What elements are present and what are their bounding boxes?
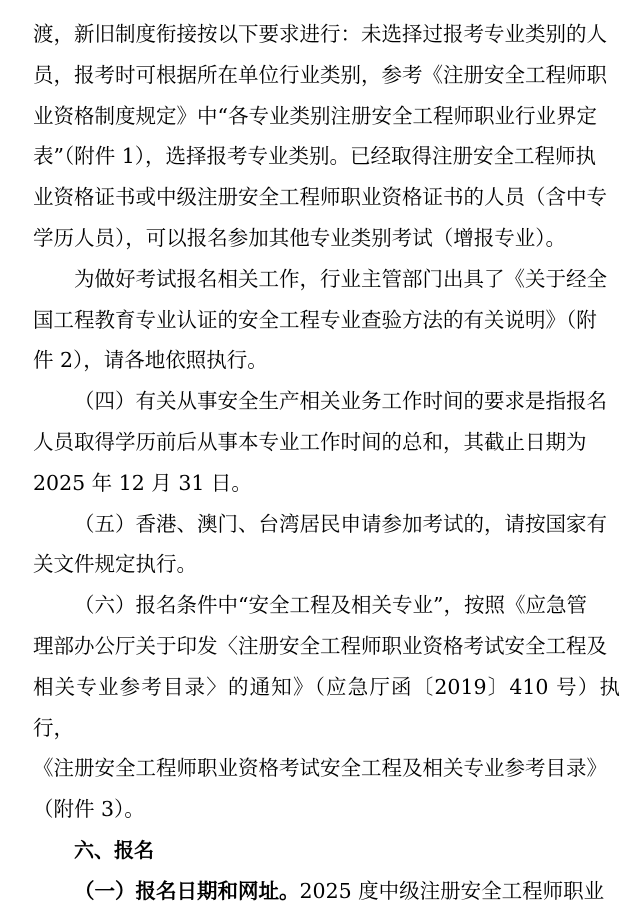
text-line: 相关专业参考目录〉的通知》（应急厅函〔2019〕410 号）执行， — [33, 674, 620, 740]
text-line — [33, 871, 620, 912]
paragraph-item-6 — [33, 585, 620, 830]
text-line: 业资格制度规定》中“各专业类别注册安全工程师职业行业界定 — [33, 103, 597, 128]
section-heading: 六、报名 — [74, 837, 154, 862]
text-line: 为做好考试报名相关工作，行业主管部门出具了《关于经全 — [74, 266, 607, 291]
paragraph-registration-dates — [33, 871, 620, 912]
text-line: 理部办公厅关于印发〈注册安全工程师职业资格考试安全工程及 — [33, 633, 607, 658]
text-line: （附件 3）。 — [33, 797, 145, 822]
text-line: （四）有关从事安全生产相关业务工作时间的要求是指报名 — [74, 389, 607, 414]
text-line: 2025 年 12 月 31 日。 — [33, 470, 252, 495]
text-line: 件 2），请各地依照执行。 — [33, 348, 268, 373]
bold-lead-text: （一）报名日期和网址。 — [74, 878, 300, 903]
text-line: 关文件规定执行。 — [33, 552, 197, 577]
text-line: （六）报名条件中“安全工程及相关专业”，按照《应急管 — [74, 593, 587, 618]
text-line: 人员取得学历前后从事本专业工作时间的总和，其截止日期为 — [33, 429, 587, 454]
text-line: 学历人员），可以报名参加其他专业类别考试（增报专业）。 — [33, 225, 566, 250]
text-line: （五）香港、澳门、台湾居民申请参加考试的，请按国家有 — [74, 511, 607, 536]
lead-continuation-text: 2025 度中级注册安全工程师职业 — [299, 878, 605, 903]
text-line: 表”（附件 1），选择报考专业类别。已经取得注册安全工程师执 — [33, 144, 597, 169]
text-line: 渡，新旧制度衔接按以下要求进行：未选择过报考专业类别的人 — [33, 22, 607, 46]
text-line: 业资格证书或中级注册安全工程师职业资格证书的人员（含中专 — [33, 185, 607, 210]
text-line: 国工程教育专业认证的安全工程专业查验方法的有关说明》（附 — [33, 307, 597, 332]
paragraph-item-4 — [33, 381, 620, 503]
paragraph-registration-work — [33, 259, 620, 381]
paragraph-item-5 — [33, 504, 620, 586]
text-line: 员，报考时可根据所在单位行业类别，参考《注册安全工程师职 — [33, 62, 607, 87]
text-line: 《注册安全工程师职业资格考试安全工程及相关专业参考目录》 — [33, 756, 607, 781]
paragraph-transition-rules — [33, 14, 620, 259]
